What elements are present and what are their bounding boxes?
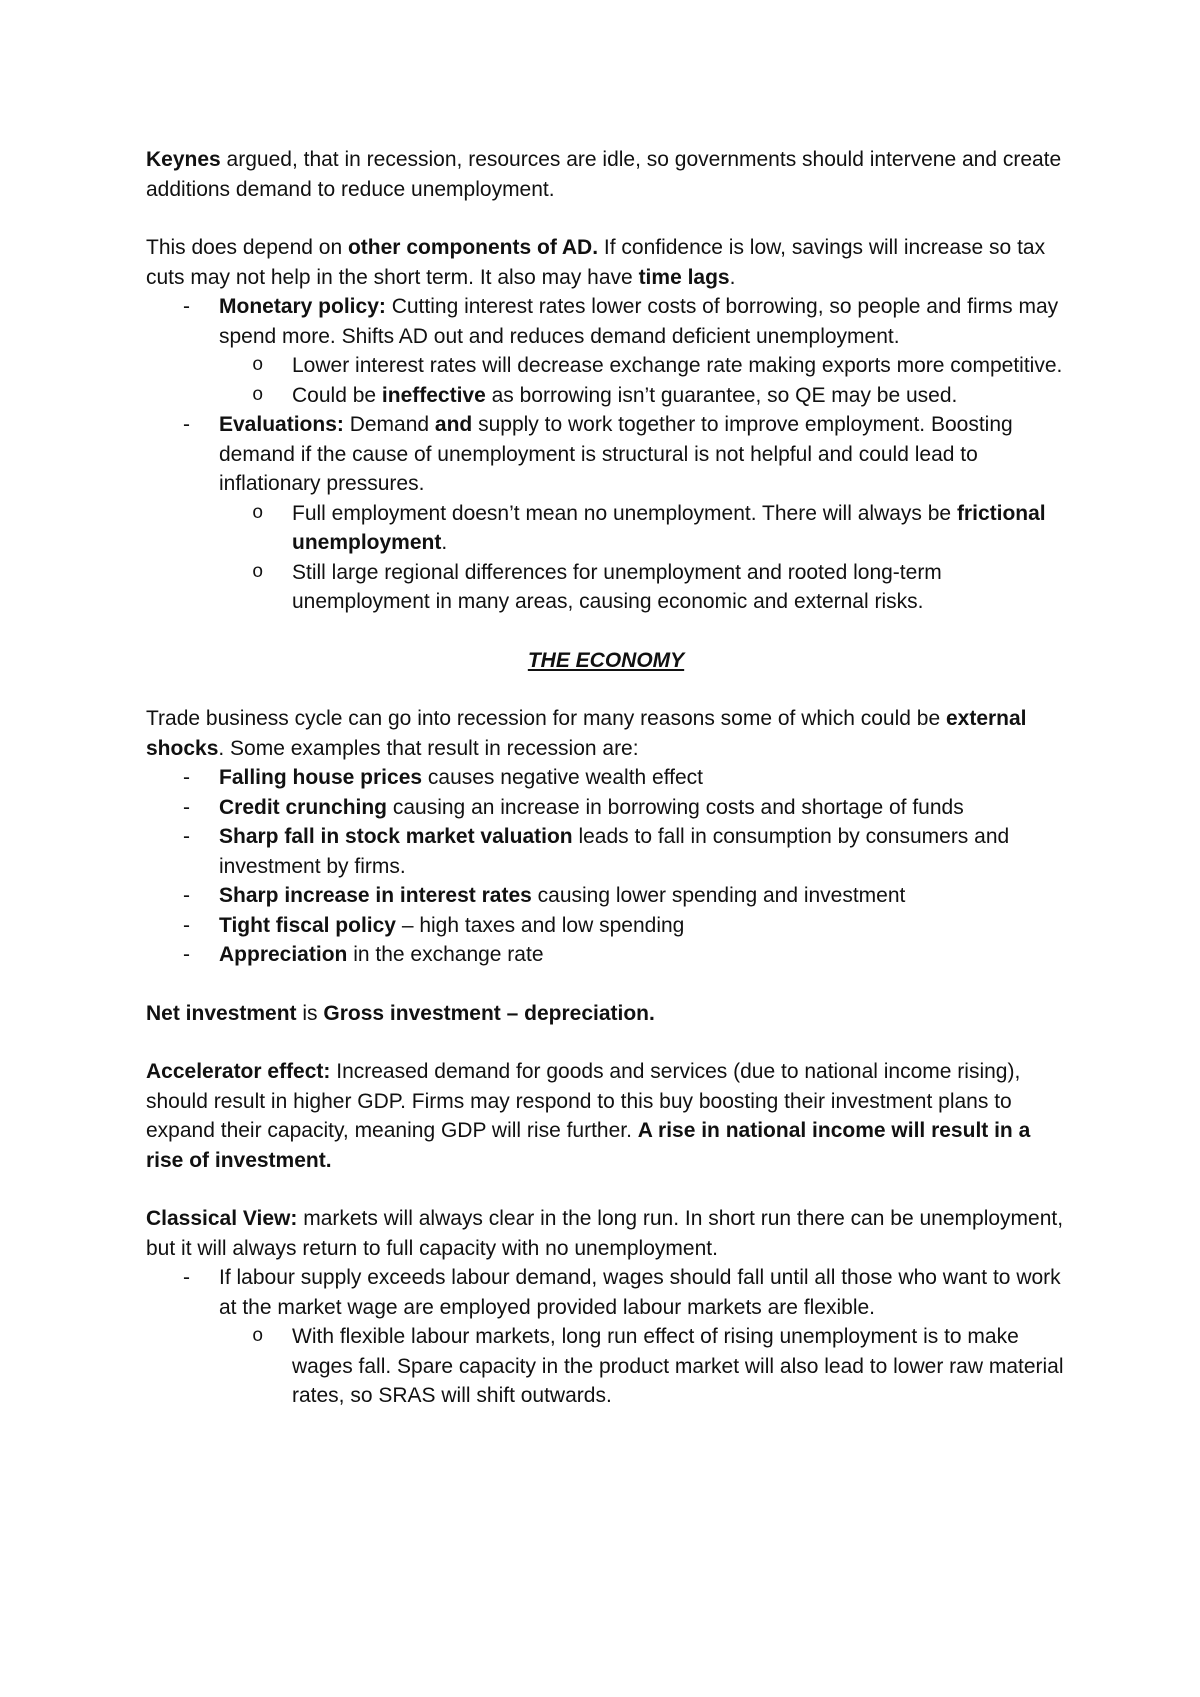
- body-text: This does depend on: [146, 236, 348, 259]
- bold-text: Classical View:: [146, 1207, 298, 1230]
- bold-text: Sharp fall in stock market valuation: [219, 825, 573, 848]
- bold-text: frictional unemployment: [292, 501, 1046, 554]
- circle-bullet: o: [252, 1325, 264, 1347]
- sub-item-flexible-labour: [219, 1322, 1066, 1411]
- dash-bullet: -: [183, 825, 190, 848]
- body-text: Full employment doesn’t mean no unemployment. There will always be: [292, 501, 957, 525]
- body-text: Increased demand for goods and services (due to national income rising), should result in higher GDP. Firms may respond to this buy boosting their investment plans to expand their capacity, meaning GDP will rise further.: [146, 1060, 1021, 1142]
- list-item: [146, 763, 1066, 793]
- body-text: Lower interest rates will decrease exchange rate making exports more competitive.: [292, 354, 1063, 377]
- bold-text: Credit crunching: [219, 795, 388, 819]
- body-text: causing an increase in borrowing costs and shortage of funds: [387, 795, 964, 819]
- circle-bullet: o: [252, 354, 264, 376]
- bold-text: Gross investment – depreciation.: [323, 1001, 655, 1025]
- circle-bullet: o: [252, 501, 264, 524]
- evaluations-sub-list: [219, 499, 1066, 617]
- dash-bullet: -: [183, 943, 190, 966]
- body-text: .: [441, 531, 448, 554]
- body-text: If labour supply exceeds labour demand, wages should fall until all those who want to work at the market wage are employed provided labour markets are flexible.: [219, 1266, 1061, 1319]
- ad-components-paragraph: [146, 233, 1066, 292]
- body-text: Demand: [343, 413, 435, 436]
- body-text: leads to fall in consumption by consumers and investment by firms.: [219, 825, 1010, 878]
- bold-text: Evaluations:: [219, 413, 344, 436]
- body-text: With flexible labour markets, long run effect of rising unemployment is to make wages fall. Spare capacity in the product market will also lead to lower raw material rates, so SRAS will shift outwards.: [292, 1325, 1064, 1407]
- list-item: [146, 911, 1066, 941]
- dash-bullet: -: [183, 795, 190, 819]
- classical-view-paragraph: [146, 1204, 1066, 1263]
- body-text: Could be: [292, 383, 382, 407]
- circle-bullet: o: [252, 560, 264, 583]
- body-text: markets will always clear in the long run. In short run there can be unemployment, but it will always return to full capacity with no unemployment.: [146, 1207, 1064, 1260]
- body-text: supply to work together to improve employment. Boosting demand if the cause of unemployment is structural is not helpful and could lead to inflationary pressures.: [219, 413, 1013, 495]
- bold-text: Accelerator effect:: [146, 1060, 331, 1083]
- body-text: causing lower spending and investment: [531, 884, 906, 907]
- list-item-labour-supply: [146, 1263, 1066, 1411]
- accelerator-effect-paragraph: [146, 1057, 1066, 1175]
- body-text: Trade business cycle can go into recession for many reasons some of which could be: [146, 707, 946, 730]
- dash-bullet: -: [183, 1266, 190, 1289]
- monetary-policy-list: [146, 292, 1066, 410]
- bold-text: Net investment: [146, 1001, 297, 1025]
- bold-text: Sharp increase in interest rates: [219, 884, 532, 907]
- list-item-evaluations: [146, 410, 1066, 617]
- list-item: [146, 940, 1066, 970]
- list-item: [146, 793, 1066, 823]
- body-text: .: [729, 265, 736, 289]
- section-heading: THE ECONOMY: [527, 648, 685, 672]
- list-item-monetary-policy: [146, 292, 1066, 410]
- classical-view-list: [146, 1263, 1066, 1411]
- sub-item-exchange-rate: [219, 351, 1066, 381]
- body-text: Cutting interest rates lower costs of borrowing, so people and firms may spend more. Shifts AD out and reduces demand deficient unemployment.: [219, 295, 1059, 348]
- recession-causes-list: [146, 763, 1066, 970]
- list-item: [146, 822, 1066, 881]
- bold-text: ineffective: [381, 383, 486, 407]
- business-cycle-paragraph: [146, 704, 1066, 763]
- sub-item-full-employment: [219, 499, 1066, 558]
- evaluations-list: [146, 410, 1066, 617]
- list-item: [146, 881, 1066, 911]
- dash-bullet: -: [183, 884, 190, 907]
- net-investment-paragraph: [146, 999, 1066, 1029]
- body-text: – high taxes and low spending: [395, 913, 685, 937]
- body-text: causes negative wealth effect: [422, 766, 704, 789]
- bold-text: A rise in national income will result in a rise of investment.: [146, 1119, 1031, 1172]
- body-text: . Some examples that result in recession are:: [218, 736, 639, 760]
- body-text: argued, that in recession, resources are idle, so governments should intervene and create additions demand to reduce unemployment.: [146, 148, 1062, 201]
- bold-text: other components of AD.: [347, 236, 599, 259]
- dash-bullet: -: [183, 913, 190, 937]
- bold-text: Monetary policy:: [219, 295, 386, 318]
- body-text: Still large regional differences for unemployment and rooted long-term unemployment in many areas, causing economic and external risks.: [292, 560, 942, 613]
- bold-text: Keynes: [146, 148, 221, 171]
- bold-text: time lags: [638, 265, 730, 289]
- classical-sub-list: [219, 1322, 1066, 1411]
- bold-text: Falling house prices: [219, 766, 423, 789]
- dash-bullet: -: [183, 295, 190, 318]
- sub-item-ineffective: [219, 381, 1066, 411]
- bold-text: and: [434, 413, 473, 436]
- bold-text: external shocks: [146, 707, 1027, 760]
- monetary-sub-list: [219, 351, 1066, 410]
- dash-bullet: -: [183, 413, 190, 436]
- circle-bullet: o: [252, 383, 264, 406]
- sub-item-regional-differences: [219, 558, 1066, 617]
- body-text: is: [296, 1001, 324, 1025]
- body-text: If confidence is low, savings will increase so tax cuts may not help in the short term. It also may have: [146, 236, 1046, 289]
- body-text: in the exchange rate: [347, 943, 544, 966]
- body-text: as borrowing isn’t guarantee, so QE may be used.: [485, 383, 958, 407]
- bold-text: Tight fiscal policy: [219, 913, 396, 937]
- keynes-paragraph: [146, 145, 1066, 204]
- bold-text: Appreciation: [219, 943, 348, 966]
- dash-bullet: -: [183, 766, 190, 789]
- document-body: [146, 145, 1066, 1411]
